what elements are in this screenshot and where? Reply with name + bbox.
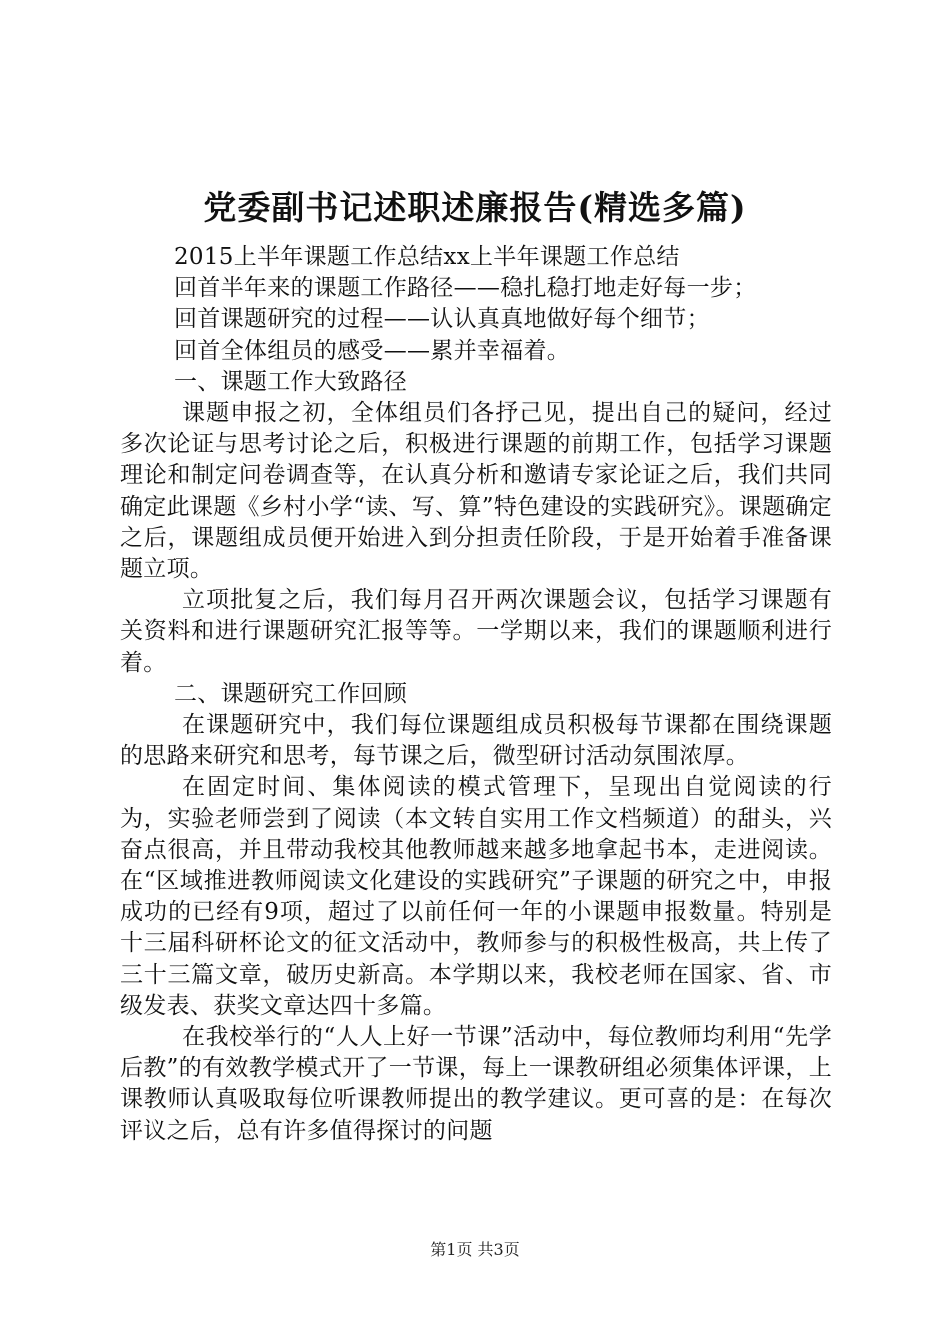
body-paragraph: 在固定时间、集体阅读的模式管理下，呈现出自觉阅读的行为，实验老师尝到了阅读（本文转自实用工作文档频道）的甜头，兴奋点很高，并且带动我校其他教师越来越多地拿起书本，走进阅读。在“区域推进教师阅读文化建设的实践研究”子课题的研究之中，申报成功的已经有9项，超过了以前任何一年的小课题申报数量。特别是十三届科研杯论文的征文活动中，教师参与的积极性极高，共上传了三十三篇文章，破历史新高。本学期以来，我校老师在国家、省、市级发表、获奖文章达四十多篇。 — [120, 774, 832, 1019]
lead-line: 回首半年来的课题工作路径——稳扎稳打地走好每一步； — [174, 275, 757, 302]
body-paragraph: 在课题研究中，我们每位课题组成员积极每节课都在围绕课题的思路来研究和思考，每节课之后，微型研讨活动氛围浓厚。 — [120, 712, 832, 770]
section-heading: 二、课题研究工作回顾 — [174, 680, 407, 707]
lead-line: 2015上半年课题工作总结xx上半年课题工作总结 — [174, 244, 680, 270]
document-title: 党委副书记述职述廉报告(精选多篇) — [203, 188, 747, 227]
page-number-footer: 第1页 共3页 — [430, 1240, 520, 1259]
body-paragraph: 在我校举行的“人人上好一节课”活动中，每位教师均利用“先学后教”的有效教学模式开了一节课，每上一课教研组必须集体评课，上课教师认真吸取每位听课教师提出的教学建议。更可喜的是：在每次评议之后，总有许多值得探讨的问题 — [120, 1024, 832, 1144]
lead-line: 回首课题研究的过程——认认真真地做好每个细节； — [174, 306, 710, 333]
body-paragraph: 课题申报之初，全体组员们各抒己见，提出自己的疑问，经过多次论证与思考讨论之后，积极进行课题的前期工作，包括学习课题理论和制定问卷调查等，在认真分析和邀请专家论证之后，我们共同确定此课题《乡村小学“读、写、算”特色建设的实践研究》。课题确定之后，课题组成员便开始进入到分担责任阶段，于是开始着手准备课题立项。 — [120, 400, 832, 583]
body-paragraph: 立项批复之后，我们每月召开两次课题会议，包括学习课题有关资料和进行课题研究汇报等等。一学期以来，我们的课题顺利进行着。 — [120, 587, 832, 676]
lead-line: 回首全体组员的感受——累并幸福着。 — [174, 337, 571, 364]
section-heading: 一、课题工作大致路径 — [174, 368, 407, 395]
document-body — [120, 242, 832, 1147]
